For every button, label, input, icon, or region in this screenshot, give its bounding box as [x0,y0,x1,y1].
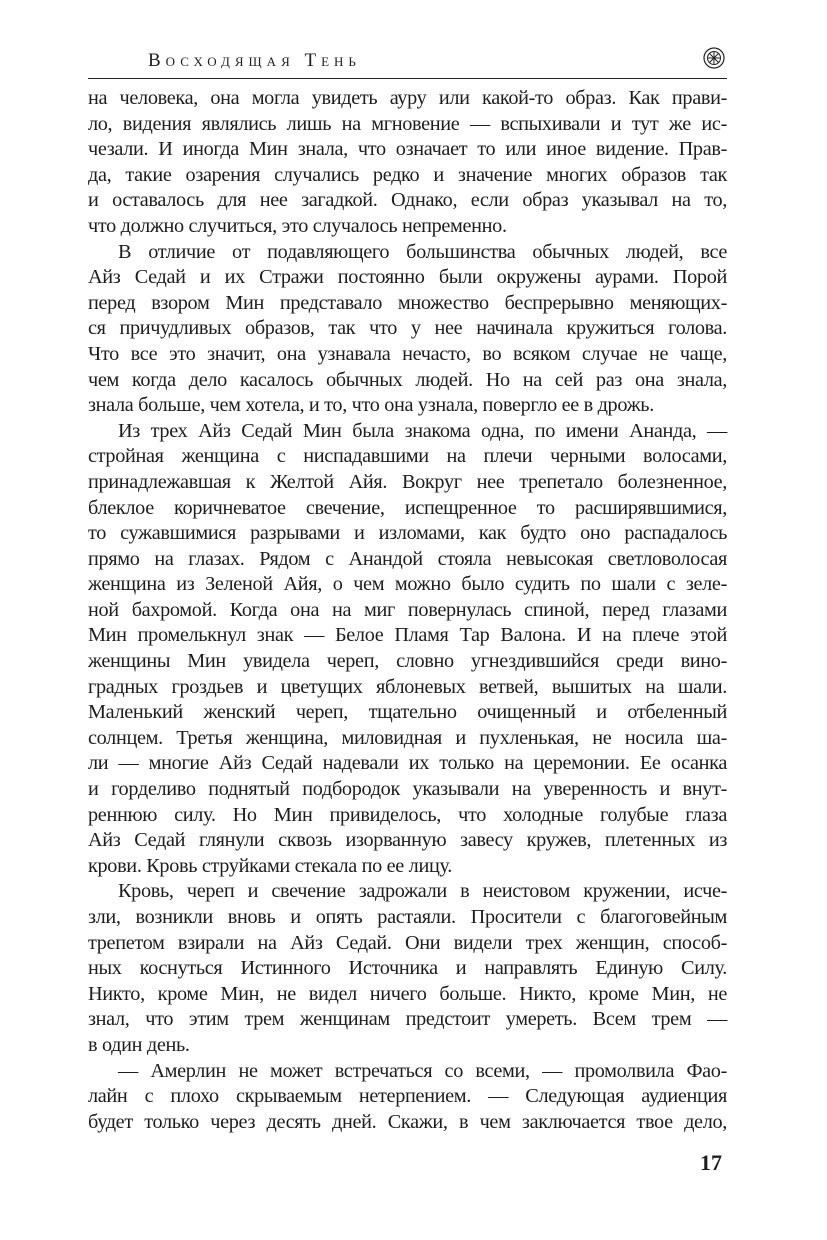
text-line: ли — многие Айз Седай надевали их только на церемонии. Ее осанка [88,752,727,775]
text-line: ных коснуться Истинного Источника и направлять Единую Силу. [88,957,727,980]
text-line: градных гроздьев и цветущих яблоневых ветвей, вышитых на шали. [88,675,727,698]
text-line: — Амерлин не может встречаться со всеми, — промолвила Фао- [118,1059,727,1082]
paragraph [88,86,727,240]
text-line: лайн с плохо скрываемым нетерпением. — Следующая аудиенция [88,1085,727,1108]
text-line: да, такие озарения случались редко и значение многих образов так [88,163,727,186]
page-number: 17 [700,1150,722,1175]
paragraph [88,419,727,880]
text-line: и горделиво поднятый подбородок указывали на уверенность и внут- [88,778,727,801]
text-line: Мин промелькнул знак — Белое Пламя Тар Валона. И на плече этой [88,624,727,647]
text-line: В отличие от подавляющего большинства обычных людей, все [118,240,727,263]
text-line: Никто, кроме Мин, не видел ничего больше. Никто, кроме Мин, не [88,982,727,1005]
text-line: блеклое коричневатое свечение, испещренное то расширявшимися, [88,496,727,519]
text-line: ной бахромой. Когда она на миг повернулась спиной, перед глазами [88,598,727,621]
text-line: ло, видения являлись лишь на мгновение — вспыхивали и тут же ис- [88,112,727,135]
text-line: на человека, она могла увидеть ауру или какой-то образ. Как прави- [88,87,727,109]
text-line: Айз Седай и их Стражи постоянно были окружены аурами. Порой [88,266,727,289]
text-line: в один день. [88,1033,190,1056]
paragraph [88,879,727,1058]
page-body-text [88,86,727,1135]
text-line: женщина из Зеленой Айя, о чем можно было судить по шали с зеле- [88,573,727,596]
text-line: Кровь, череп и свечение задрожали в неистовом кружении, исче- [118,880,727,903]
text-line: реннюю силу. Но Мин привиделось, что холодные голубые глаза [88,803,727,826]
text-line: крови. Кровь струйками стекала по ее лицу. [88,854,452,877]
text-line: прямо на глазах. Рядом с Анандой стояла невысокая светловолосая [88,547,727,570]
text-line: и оставалось для нее загадкой. Однако, если образ указывал на то, [88,189,727,212]
text-line: стройная женщина с ниспадавшими на плечи черными волосами, [88,445,727,468]
running-header [88,44,727,79]
text-line: чем когда дело касалось обычных людей. Но на сей раз она знала, [88,368,727,391]
text-line: знал, что этим трем женщинам предстоит умереть. Всем трем — [88,1008,727,1031]
text-line: Айз Седай глянули сквозь изорванную завесу кружев, плетенных из [88,829,727,852]
text-line: зли, возникли вновь и опять растаяли. Просители с благоговейным [88,906,727,928]
running-title: Восходящая Тень [148,50,361,71]
text-line: то сужавшимися разрывами и изломами, как будто оно распадалось [88,522,727,545]
text-line: будет только через десять дней. Скажи, в чем заключается твое дело, [88,1110,727,1133]
text-line: Маленький женский череп, тщательно очищенный и отбеленный [88,701,727,724]
paragraph [88,1059,727,1136]
text-line: что должно случиться, это случалось непременно. [88,214,507,237]
text-line: ся причудливых образов, так что у нее начинала кружиться голова. [88,317,727,340]
text-line: принадлежавшая к Желтой Айя. Вокруг нее трепетало болезненное, [88,470,727,493]
text-line: Что все это значит, она узнавала нечасто, во всяком случае не чаще, [88,342,727,365]
text-line: трепетом взирали на Айз Седай. Они видели трех женщин, способ- [88,931,727,954]
wheel-ornament-icon [703,47,725,69]
text-line: знала больше, чем хотела, и то, что она узнала, повергло ее в дрожь. [88,394,654,417]
text-line: женщины Мин увидела череп, словно угнездившийся среди вино- [88,650,727,673]
text-line: солнцем. Третья женщина, миловидная и пухленькая, не носила ша- [88,726,727,749]
text-line: чезали. И иногда Мин знала, что означает то или иное видение. Прав- [88,138,727,161]
text-line: перед взором Мин представало множество беспрерывно меняющих- [88,291,727,314]
text-line: Из трех Айз Седай Мин была знакома одна, по имени Ананда, — [118,419,727,442]
paragraph [88,240,727,419]
